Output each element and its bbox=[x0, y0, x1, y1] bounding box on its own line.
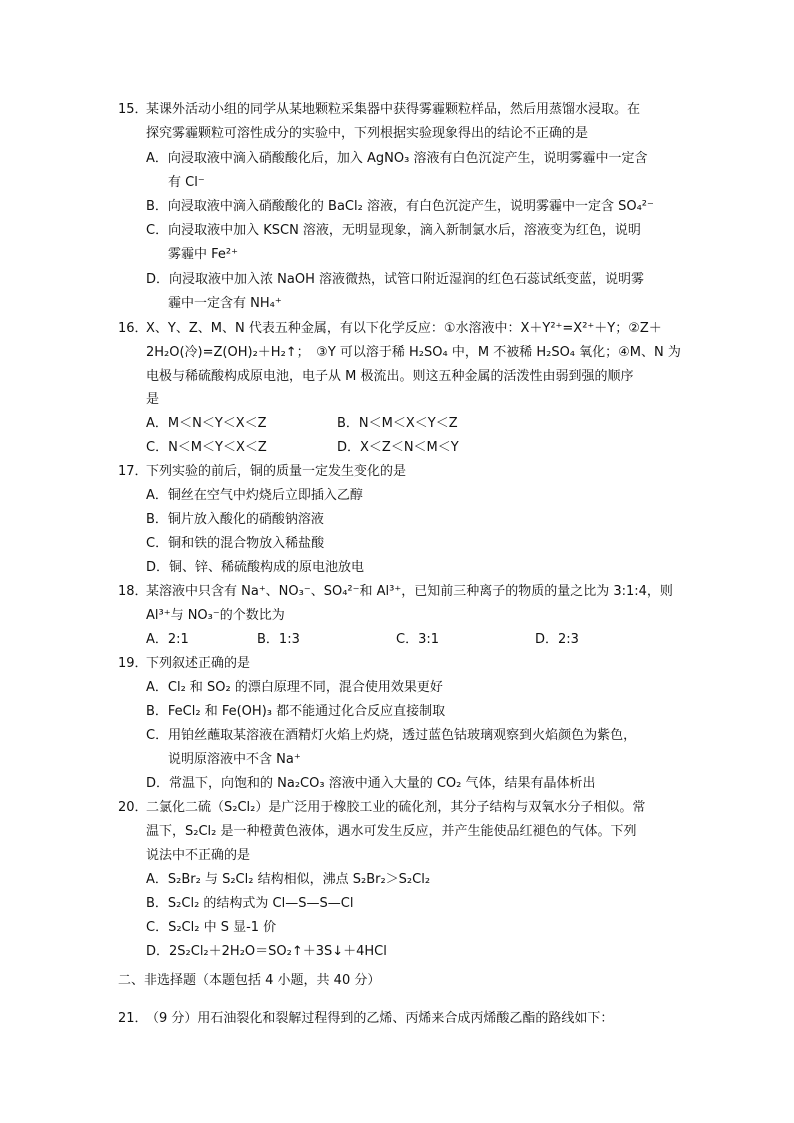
option-b: B．N＜M＜X＜Y＜Z bbox=[337, 416, 458, 431]
question-stem-line: 2H₂O(冷)=Z(OH)₂＋H₂↑； ③Y 可以溶于稀 H₂SO₄ 中，M 不被稀 H₂SO₄ 氧化；④M、N 为 bbox=[146, 345, 681, 360]
option-c: C．用铂丝蘸取某溶液在酒精灯火焰上灼烧，透过蓝色钴玻璃观察到火焰颜色为紫色， bbox=[146, 728, 637, 743]
option-a-continued: 有 Cl⁻ bbox=[168, 175, 205, 190]
option-d: D．向浸取液中加入浓 NaOH 溶液微热，试管口附近湿润的红色石蕊试纸变蓝，说明雾 bbox=[146, 272, 644, 287]
option-a: A．S₂Br₂ 与 S₂Cl₂ 结构相似，沸点 S₂Br₂＞S₂Cl₂ bbox=[146, 872, 431, 887]
option-c: C．铜和铁的混合物放入稀盐酸 bbox=[146, 536, 325, 551]
option-c: C．N＜M＜Y＜X＜Z bbox=[146, 440, 267, 455]
option-d: D．2:3 bbox=[535, 632, 579, 647]
question-stem-line: 某溶液中只含有 Na⁺、NO₃⁻、SO₄²⁻和 Al³⁺，已知前三种离子的物质的量之比为 3:1:4，则 bbox=[146, 584, 673, 599]
question-number: 16． bbox=[118, 321, 148, 336]
option-c-continued: 说明原溶液中不含 Na⁺ bbox=[168, 752, 301, 767]
question-number: 21． bbox=[118, 1011, 148, 1026]
option-b: B．铜片放入酸化的硝酸钠溶液 bbox=[146, 512, 324, 527]
question-stem-line: 说法中不正确的是 bbox=[146, 848, 251, 863]
option-b: B．1:3 bbox=[257, 632, 300, 647]
question-number: 20． bbox=[118, 800, 148, 815]
question-number: 17． bbox=[118, 464, 148, 479]
question-number: 15． bbox=[118, 102, 148, 117]
option-a: A．Cl₂ 和 SO₂ 的漂白原理不同，混合使用效果更好 bbox=[146, 680, 443, 695]
option-a: A．M＜N＜Y＜X＜Z bbox=[146, 416, 267, 431]
option-c: C．S₂Cl₂ 中 S 显-1 价 bbox=[146, 920, 277, 935]
question-stem-line: 探究雾霾颗粒可溶性成分的实验中，下列根据实验现象得出的结论不正确的是 bbox=[146, 126, 589, 141]
question-stem-line: 某课外活动小组的同学从某地颗粒采集器中获得雾霾颗粒样品，然后用蒸馏水浸取。在 bbox=[146, 102, 641, 117]
question-stem-line: Al³⁺与 NO₃⁻的个数比为 bbox=[146, 608, 285, 623]
option-d: D．铜、锌、稀硫酸构成的原电池放电 bbox=[146, 560, 365, 575]
option-a: A．铜丝在空气中灼烧后立即插入乙醇 bbox=[146, 488, 363, 503]
question-stem-line: （9 分）用石油裂化和裂解过程得到的乙烯、丙烯来合成丙烯酸乙酯的路线如下： bbox=[146, 1011, 614, 1026]
option-a: A．2:1 bbox=[146, 632, 189, 647]
option-c-continued: 雾霾中 Fe²⁺ bbox=[168, 247, 238, 262]
option-c: C．3:1 bbox=[396, 632, 439, 647]
section-heading: 二、非选择题（本题包括 4 小题，共 40 分） bbox=[118, 973, 381, 988]
option-b: B．FeCl₂ 和 Fe(OH)₃ 都不能通过化合反应直接制取 bbox=[146, 704, 446, 719]
option-d: D．2S₂Cl₂＋2H₂O＝SO₂↑＋3S↓＋4HCl bbox=[146, 944, 387, 959]
option-a: A．向浸取液中滴入硝酸酸化后，加入 AgNO₃ 溶液有白色沉淀产生，说明雾霾中一定含 bbox=[146, 151, 648, 166]
question-number: 19． bbox=[118, 656, 148, 671]
option-d: D．常温下，向饱和的 Na₂CO₃ 溶液中通入大量的 CO₂ 气体，结果有晶体析出 bbox=[146, 776, 596, 791]
question-number: 18． bbox=[118, 584, 148, 599]
option-d: D．X＜Z＜N＜M＜Y bbox=[337, 440, 459, 455]
question-stem-line: 电极与稀硫酸构成原电池，电子从 M 极流出。则这五种金属的活泼性由弱到强的顺序 bbox=[146, 369, 634, 384]
option-b: B．S₂Cl₂ 的结构式为 Cl—S—S—Cl bbox=[146, 896, 354, 911]
question-stem-line: 温下，S₂Cl₂ 是一种橙黄色液体，遇水可发生反应，并产生能使品红褪色的气体。下列 bbox=[146, 824, 637, 839]
option-c: C．向浸取液中加入 KSCN 溶液，无明显现象，滴入新制氯水后，溶液变为红色，说明 bbox=[146, 223, 641, 238]
option-b: B．向浸取液中滴入硝酸酸化的 BaCl₂ 溶液，有白色沉淀产生，说明雾霾中一定含 SO₄²⁻ bbox=[146, 199, 654, 214]
question-stem-line: X、Y、Z、M、N 代表五种金属，有以下化学反应：①水溶液中：X＋Y²⁺=X²⁺＋Y；②Z＋ bbox=[146, 321, 662, 336]
question-stem-line: 二氯化二硫（S₂Cl₂）是广泛用于橡胶工业的硫化剂，其分子结构与双氧水分子相似。常 bbox=[146, 800, 646, 815]
option-d-continued: 霾中一定含有 NH₄⁺ bbox=[168, 296, 282, 311]
question-stem-line: 下列实验的前后，铜的质量一定发生变化的是 bbox=[146, 464, 407, 479]
question-stem-line: 是 bbox=[146, 392, 160, 407]
question-stem-line: 下列叙述正确的是 bbox=[146, 656, 251, 671]
